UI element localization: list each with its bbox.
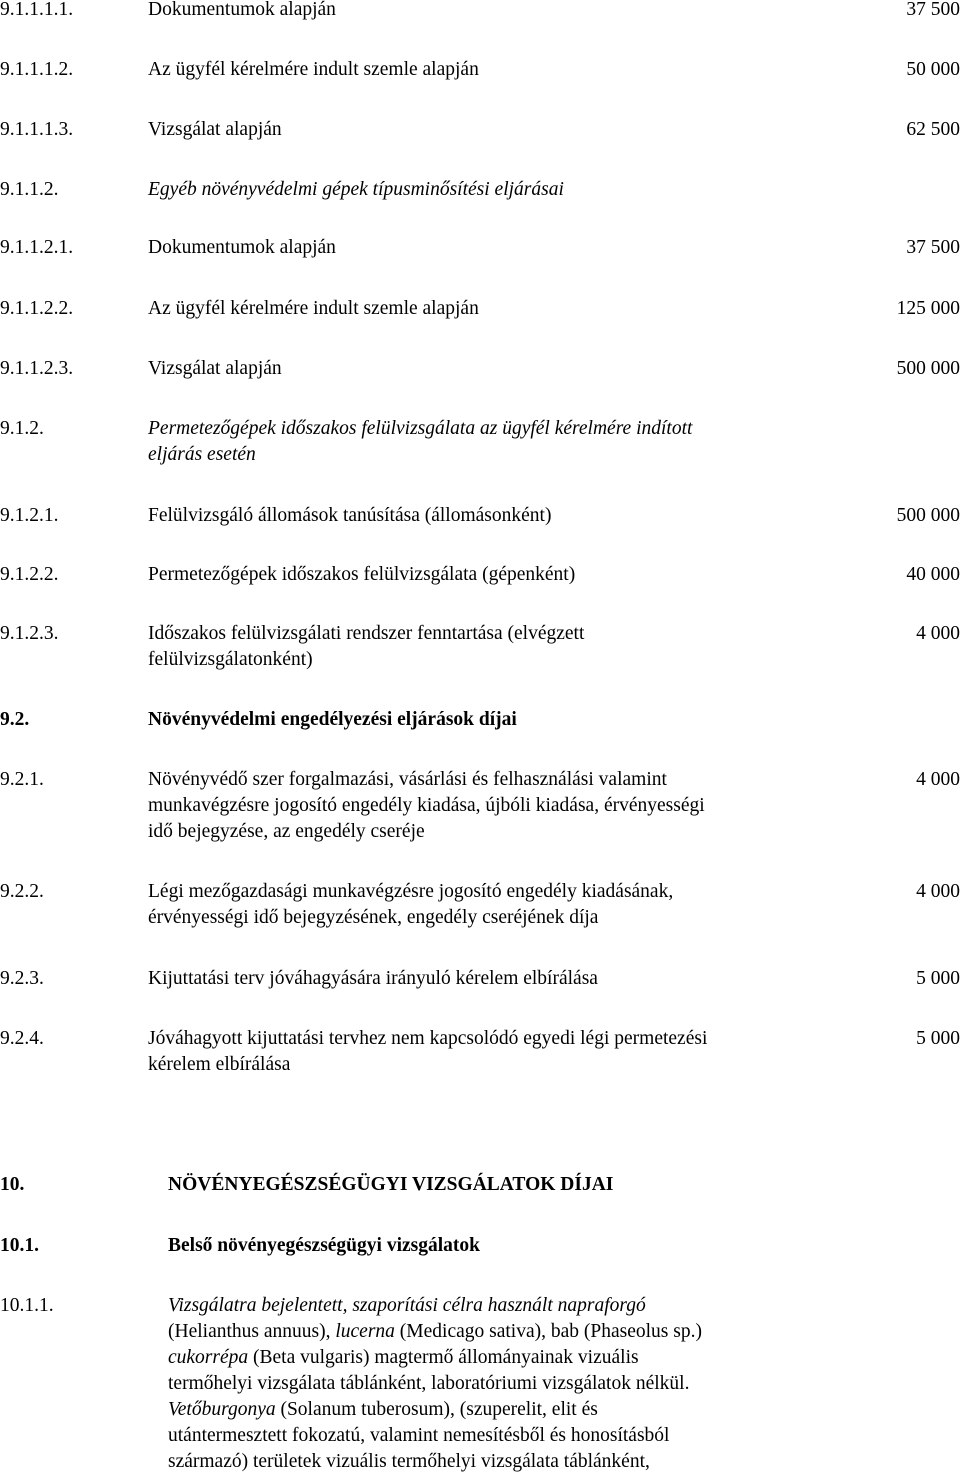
item-fee: 62 500 xyxy=(906,119,960,140)
item-fee: 5 000 xyxy=(916,1028,960,1049)
description-line xyxy=(168,1397,828,1423)
italic-segment: cukorrépa xyxy=(168,1347,249,1368)
text-segment: utántermesztett fokozatú, valamint nemesítésből és honosításból xyxy=(168,1425,670,1446)
text-segment: (Helianthus annuus), xyxy=(168,1321,336,1342)
item-number: 9.2.2. xyxy=(0,881,44,902)
description-line xyxy=(168,1423,828,1449)
subsection-title: Belső növényegészségügyi vizsgálatok xyxy=(168,1235,480,1256)
text-segment: (Beta vulgaris) magtermő állományainak vizuális xyxy=(248,1347,639,1368)
item-description: Egyéb növényvédelmi gépek típusminősítési eljárásai xyxy=(148,179,564,200)
description-line xyxy=(168,1371,828,1397)
item-description: Növényvédő szer forgalmazási, vásárlási és felhasználási valamint munkavégzésre jogosító engedély kiadása, újbóli kiadása, érvényességi idő bejegyzése, az engedély cseréje xyxy=(148,769,705,842)
item-fee: 4 000 xyxy=(916,769,960,790)
item-number: 9.2.1. xyxy=(0,769,44,790)
italic-segment: lucerna xyxy=(335,1321,395,1342)
italic-segment: Vizsgálatra bejelentett, szaporítási célra használt napraforgó xyxy=(168,1295,646,1316)
item-description: Jóváhagyott kijuttatási tervhez nem kapcsolódó egyedi légi permetezési kérelem elbírálása xyxy=(148,1028,708,1075)
item-fee: 125 000 xyxy=(896,298,960,319)
item-fee: 40 000 xyxy=(906,564,960,585)
item-description: Dokumentumok alapján xyxy=(148,237,336,258)
item-fee: 500 000 xyxy=(896,358,960,379)
text-segment: származó) területek vizuális termőhelyi vizsgálata táblánként, xyxy=(168,1451,650,1472)
item-fee: 500 000 xyxy=(896,505,960,526)
item-fee: 5 000 xyxy=(916,968,960,989)
item-number: 10.1.1. xyxy=(0,1295,54,1316)
item-number: 9.1.1.1.1. xyxy=(0,0,74,20)
chapter-title: NÖVÉNYEGÉSZSÉGÜGYI VIZSGÁLATOK DÍJAI xyxy=(168,1174,614,1195)
item-description: Légi mezőgazdasági munkavégzésre jogosító engedély kiadásának, érvényességi idő bejegyzésének, engedély cseréjének díja xyxy=(148,881,674,928)
text-segment: termőhelyi vizsgálata táblánként, laboratóriumi vizsgálatok nélkül. xyxy=(168,1373,690,1394)
item-number: 9.2.3. xyxy=(0,968,44,989)
item-description: Az ügyfél kérelmére indult szemle alapján xyxy=(148,59,479,80)
item-description: Az ügyfél kérelmére indult szemle alapján xyxy=(148,298,479,319)
item-number: 9.1.1.2.2. xyxy=(0,298,74,319)
item-description: Dokumentumok alapján xyxy=(148,0,336,20)
item-number: 9.1.2. xyxy=(0,418,44,439)
description-line xyxy=(168,1345,828,1371)
subsection-number: 10.1. xyxy=(0,1235,39,1256)
description-line xyxy=(168,1449,828,1475)
item-description: Permetezőgépek időszakos felülvizsgálata az ügyfél kérelmére indított eljárás esetén xyxy=(148,418,693,465)
item-number: 9.1.1.2.1. xyxy=(0,237,74,258)
item-number: 9.1.2.3. xyxy=(0,623,59,644)
item-fee: 4 000 xyxy=(916,881,960,902)
italic-segment: Vetőburgonya xyxy=(168,1399,276,1420)
item-description: Vizsgálat alapján xyxy=(148,119,282,140)
description-line xyxy=(168,1293,828,1319)
item-description: Időszakos felülvizsgálati rendszer fenntartása (elvégzett felülvizsgálatonként) xyxy=(148,623,585,670)
item-number: 9.2.4. xyxy=(0,1028,44,1049)
item-number: 9.1.1.2.3. xyxy=(0,358,74,379)
item-description: Felülvizsgáló állomások tanúsítása (állomásonként) xyxy=(148,505,552,526)
item-fee: 50 000 xyxy=(906,59,960,80)
item-description xyxy=(168,1293,828,1475)
item-number: 9.1.1.1.2. xyxy=(0,59,74,80)
item-description: Permetezőgépek időszakos felülvizsgálata (gépenként) xyxy=(148,564,576,585)
item-fee: 4 000 xyxy=(916,623,960,644)
item-number: 9.1.2.2. xyxy=(0,564,59,585)
text-segment: (Solanum tuberosum), (szuperelit, elit és xyxy=(275,1399,598,1420)
description-line xyxy=(168,1319,828,1345)
item-fee: 37 500 xyxy=(906,0,960,20)
item-number: 9.1.1.1.3. xyxy=(0,119,74,140)
section-number: 9.2. xyxy=(0,709,30,730)
item-description: Kijuttatási terv jóváhagyására irányuló kérelem elbírálása xyxy=(148,968,598,989)
item-number: 9.1.1.2. xyxy=(0,179,59,200)
chapter-number: 10. xyxy=(0,1174,25,1195)
item-number: 9.1.2.1. xyxy=(0,505,59,526)
item-fee: 37 500 xyxy=(906,237,960,258)
item-description: Vizsgálat alapján xyxy=(148,358,282,379)
section-title: Növényvédelmi engedélyezési eljárások díjai xyxy=(148,709,517,730)
text-segment: (Medicago sativa), bab (Phaseolus sp.) xyxy=(394,1321,702,1342)
